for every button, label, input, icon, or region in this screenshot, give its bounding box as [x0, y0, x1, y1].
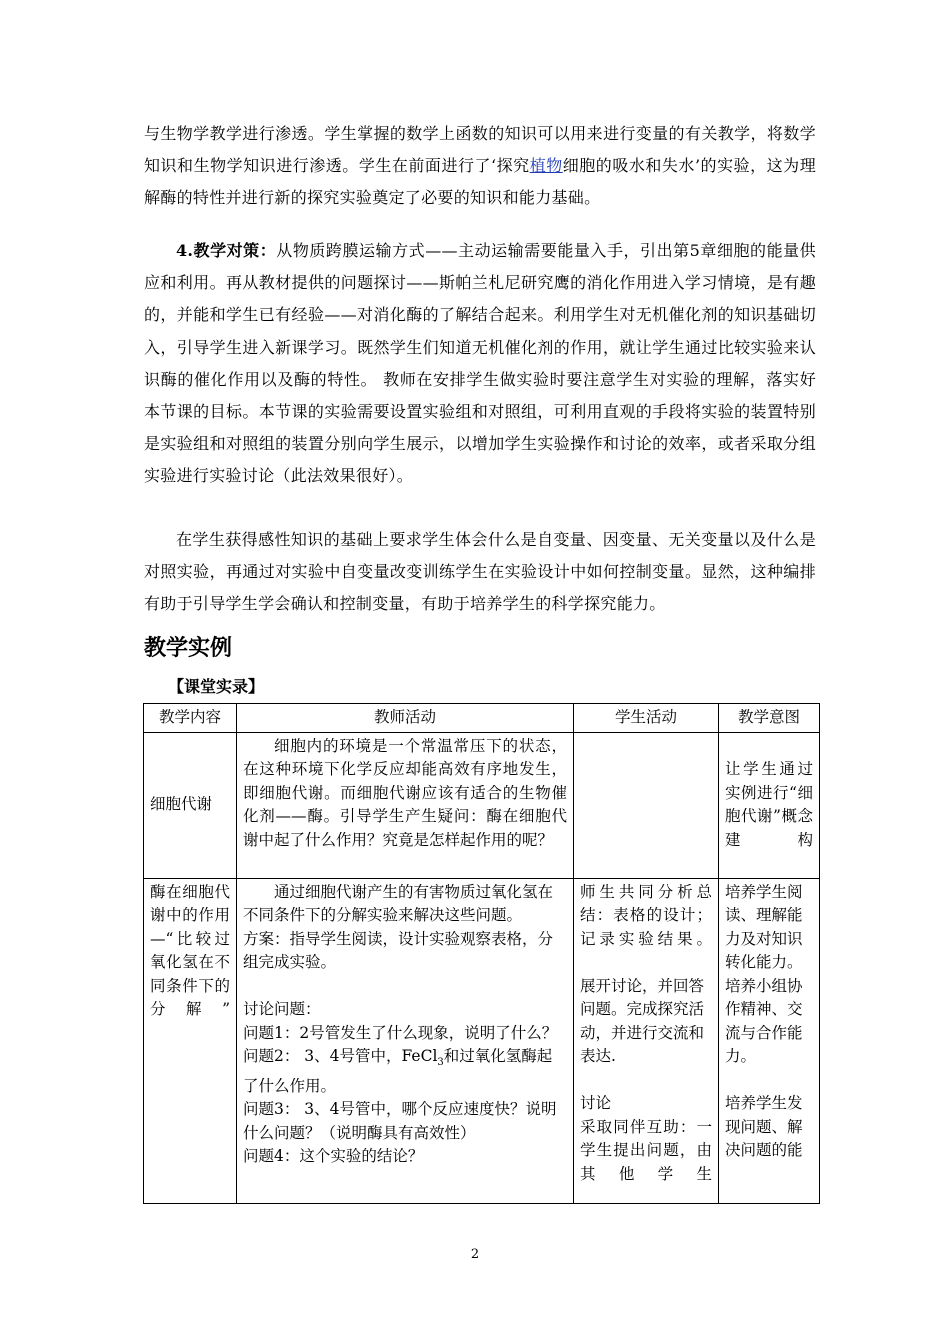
- classroom-record-label: 【课堂实录】: [168, 677, 265, 696]
- variables-paragraph: 在学生获得感性知识的基础上要求学生体会什么是自变量、因变量、无关变量以及什么是对照实验，再通过对实验中自变量改变训练学生在实验设计中如何控制变量。显然，这种编排有助于引导学生学会确认和控制变量，有助于培养学生的科学探究能力。: [144, 530, 816, 614]
- table-row: [144, 878, 820, 1203]
- section-heading: 教学实例: [144, 636, 233, 661]
- col-header-intent: 教学意图: [719, 704, 820, 733]
- row2-teacher: 通过细胞代谢产生的有害物质过氧化氢在不同条件下的分解实验来解决这些问题。 方案：指导学生阅读，设计实验观察表格，分组完成实验。 讨论问题： 问题1：2号管发生了什么现象，说明了什么？ 问题2： 3、4号管中，FeCl$_3$和过氧化氢酶起了什么作用。 问题3： 3、4号管中，哪个反应速度快？说明什么问题？（说明酶具有高效性） 问题4：这个实验的结论？: [237, 878, 574, 1203]
- strategy-label: 4.教学对策：: [176, 241, 277, 260]
- table-row: [144, 732, 820, 878]
- col-header-student: 学生活动: [574, 704, 719, 733]
- row2-student: 师生共同分析总结：表格的设计；记录实验结果。 展开讨论，并回答问题。完成探究活动，并进行交流和表达. 讨论 采取同伴互助：一学生提出问题，由其他学生: [574, 878, 719, 1203]
- row1-teacher: 细胞内的环境是一个常温常压下的状态，在这种环境下化学反应却能高效有序地发生，即细胞代谢。而细胞代谢应该有适合的生物催化剂——酶。引导学生产生疑问：酶在细胞代谢中起了什么作用？究竟是怎样起作用的呢？: [237, 732, 574, 878]
- col-header-content: 教学内容: [144, 704, 237, 733]
- page-number: 2: [470, 1247, 480, 1262]
- teaching-strategy-paragraph: 4.教学对策：从物质跨膜运输方式——主动运输需要能量入手，引出第5章细胞的能量供应和利用。再从教材提供的问题探讨——斯帕兰札尼研究鹰的消化作用进入学习情境，是有趣的，并能和学生已有经验——对消化酶的了解结合起来。利用学生对无机催化剂的知识基础切入，引导学生进入新课学习。既然学生们知道无机催化剂的作用，就让学生通过比较实验来认识酶的催化作用以及酶的特性。 教师在安排学生做实验时要注意学生对实验的理解，落实好本节课的目标。本节课的实验需要设置实验组和对照组，可利用直观的手段将实验的装置特别是实验组和对照组的装置分别向学生展示，以增加学生实验操作和讨论的效率，或者采取分组实验进行实验讨论（此法效果很好）。: [144, 241, 816, 486]
- row2-intent: 培养学生阅读、理解能力及对知识转化能力。 培养小组协作精神、交流与合作能力。 培养学生发现问题、解决问题的能: [719, 878, 820, 1203]
- plant-link[interactable]: 植物: [529, 156, 563, 176]
- table-header-row: [144, 704, 820, 733]
- intro-paragraph: 与生物学教学进行渗透。学生掌握的数学上函数的知识可以用来进行变量的有关教学，将数学知识和生物学知识进行渗透。学生在前面进行了‘探究植物细胞的吸水和失水’的实验，这为理解酶的特性并进行新的探究实验奠定了必要的知识和能力基础。: [144, 124, 817, 208]
- lesson-table: [143, 703, 820, 1204]
- row1-student: [574, 732, 719, 878]
- row1-content: 细胞代谢: [144, 732, 237, 878]
- col-header-teacher: 教师活动: [237, 704, 574, 733]
- row1-intent: 让学生通过实例进行“细胞代谢”概念建构: [719, 732, 820, 878]
- row2-content: 酶在细胞代谢中的作用—“比较过氧化氢在不同条件下的分解”: [144, 878, 237, 1203]
